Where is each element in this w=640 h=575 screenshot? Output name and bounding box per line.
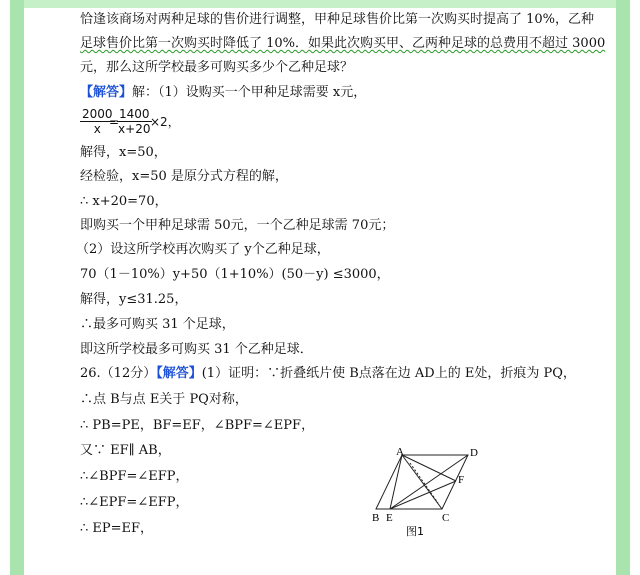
problem-line-2 xyxy=(80,36,605,52)
figure-caption: 图1 xyxy=(406,525,424,538)
frac1-numerator: 2000 xyxy=(82,107,113,121)
equation-fraction-right xyxy=(117,107,152,136)
label-e: E xyxy=(386,512,393,524)
problem-line-3 xyxy=(80,60,353,76)
problem-line-1 xyxy=(80,12,594,28)
equation-equals: = xyxy=(109,115,120,129)
q26-line-1: ∴点 B与点 E关于 PQ对称， xyxy=(80,392,248,407)
segment-de xyxy=(390,455,468,509)
geometry-figure xyxy=(372,447,482,539)
q26-tag: 【解答】 xyxy=(156,366,202,381)
equation-tail: ×2， xyxy=(150,115,180,129)
q26-line-6: ∴ EP=EF， xyxy=(80,521,154,536)
solution-tag: 【解答】 xyxy=(80,85,133,100)
check-line: 经检验，x=50 是原分式方程的解， xyxy=(80,169,288,184)
label-d: D xyxy=(470,447,478,459)
q26-line-5: ∴∠EPF=∠EFP， xyxy=(80,495,189,510)
answer-line-1: 即购买一个甲种足球需 50元，一个乙种足球需 70元； xyxy=(80,218,395,233)
solve-line-2: 解得，y≤31.25， xyxy=(80,292,188,307)
q26-line-3: 又∵ EF∥ AB， xyxy=(80,443,171,458)
q26-header-text: (1）证明：∵折叠纸片使 B点落在边 AD上的 E处，折痕为 PQ， xyxy=(201,366,576,381)
label-a: A xyxy=(396,447,404,458)
solution-part1-intro xyxy=(80,85,366,101)
inequality-line: 70（1－10%）y+50（1+10%）(50－y) ≤3000， xyxy=(80,267,390,282)
therefore-line-1: ∴ x+20=70， xyxy=(80,194,168,209)
q26-line-2: ∴ PB=PE，BF=EF，∠BPF=∠EPF， xyxy=(80,418,315,433)
segment-ef xyxy=(390,481,456,509)
segment-af xyxy=(402,455,456,481)
problem-line-1-text: 恰逢该商场对两种足球的售价进行调整，甲种足球售价比第一次购买时提高了 10%，乙种 xyxy=(80,12,595,27)
q26-number: 26.（12分） xyxy=(80,366,157,381)
frac1-denominator: x xyxy=(93,122,101,136)
therefore-line-2: ∴最多可购买 31 个足球， xyxy=(80,317,235,332)
label-c: C xyxy=(442,512,450,524)
problem-line-3-text: 元，那么这所学校最多可购买多少个乙种足球？ xyxy=(80,60,354,75)
problem-line-2-text: 足球售价比第一次购买时降低了 10%．如果此次购买甲、乙两种足球的总费用不超过 3000 xyxy=(80,36,606,51)
label-b: B xyxy=(372,512,380,524)
dashed-line xyxy=(410,463,438,503)
part2-intro: （2）设这所学校再次购买了 y个乙种足球， xyxy=(76,242,330,257)
solution-part1-text: 解：（1）设购买一个甲种足球需要 x元， xyxy=(132,85,367,100)
q26-line-4: ∴∠BPF=∠EFP， xyxy=(80,469,189,484)
answer-line-2: 即这所学校最多可购买 31 个乙种足球． xyxy=(80,342,313,357)
segment-ae xyxy=(390,455,402,509)
q26-header xyxy=(80,366,576,382)
solve-line-1: 解得，x=50， xyxy=(80,145,167,160)
frac2-numerator: 1400 xyxy=(119,107,150,121)
label-f: F xyxy=(458,474,465,486)
frac2-denominator: x+20 xyxy=(118,122,151,136)
